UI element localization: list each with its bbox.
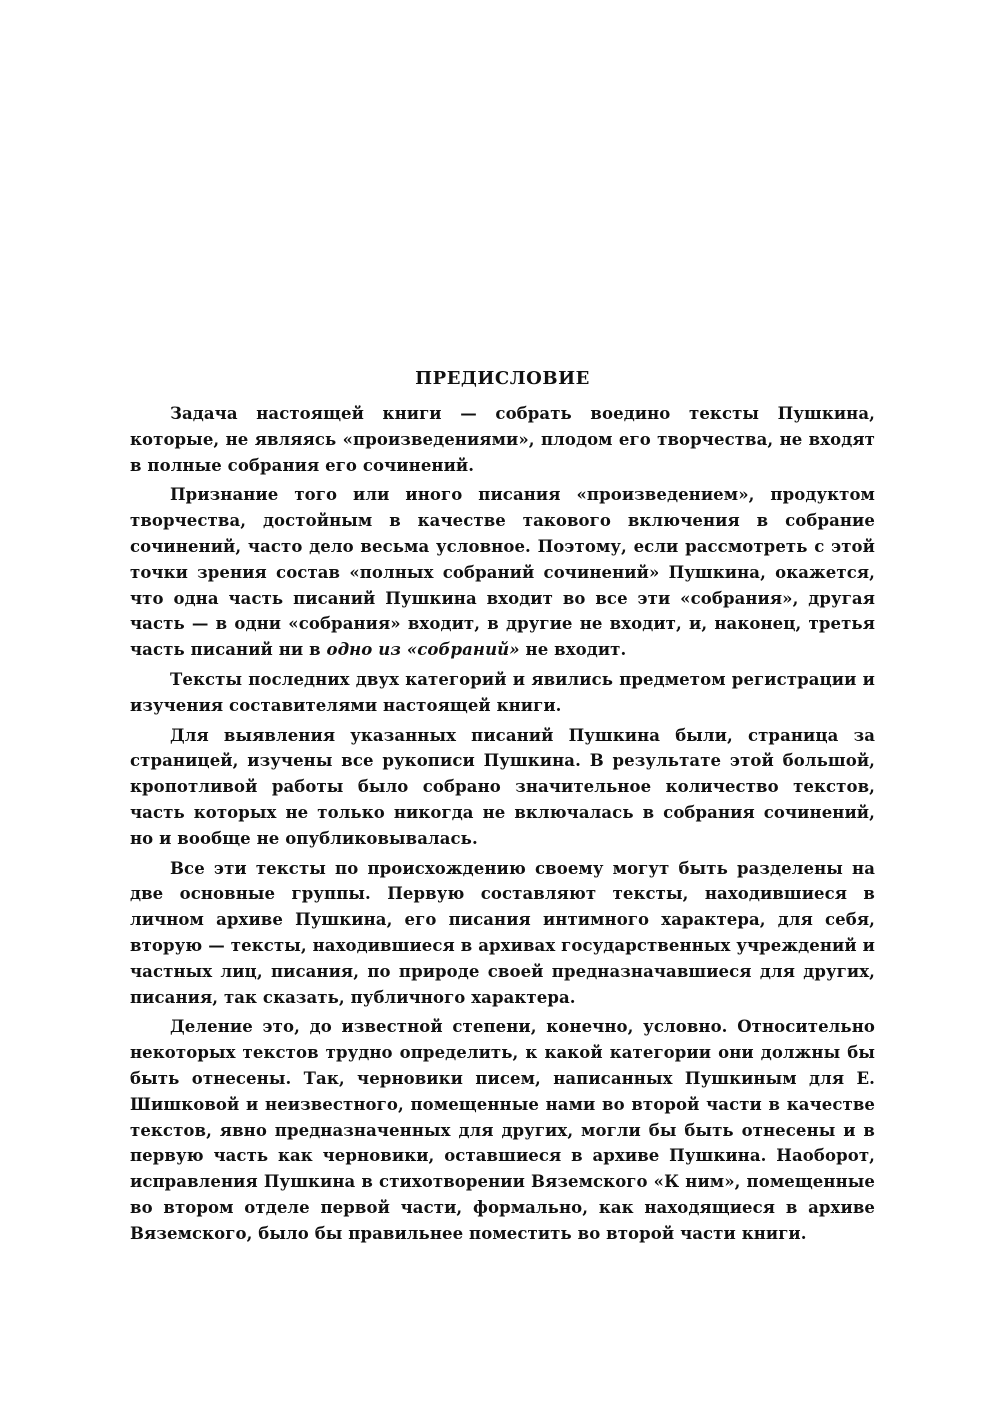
paragraph-2-text: Признание того или иного писания «произведением», продуктом творчества, достойным в качестве такового включения в собрание сочинений, часто дело весьма условное. Поэтому, если рассмотреть с этой точки зрения состав «полных собраний сочинений» Пушкина, окажется, что одна часть писаний Пушкина входит во все эти «собрания», другая часть — в одни «собрания» входит, в другие не входит, и, наконец, третья часть писаний ни в [130, 485, 875, 660]
paragraph-4: Для выявления указанных писаний Пушкина были, страница за страницей, изучены все рукописи Пушкина. В результате этой большой, кропотливой работы было собрано значительное количество текстов, часть которых не только никогда не включалась в собрания сочинений, но и вообще не опубликовывалась. [130, 725, 875, 848]
document-page [130, 368, 875, 1251]
paragraph-6: Деление это, до известной степени, конечно, условно. Относительно некоторых текстов трудно определить, к какой категории они должны бы быть отнесены. Так, черновики писем, написанных Пушкиным для Е. Шишковой и неизвестного, помещенные нами во второй части в качестве текстов, явно предназначенных для других, могли бы быть отнесены и в первую часть как черновики, оставшиеся в архиве Пушкина. Наоборот, исправления Пушкина в стихотворении Вяземского «К ним», помещенные во втором отделе первой части, формально, как находящиеся в архиве Вяземского, было бы правильнее поместить во второй части книги. [130, 1017, 875, 1243]
paragraph-5: Все эти тексты по происхождению своему могут быть разделены на две основные группы. Первую составляют тексты, находившиеся в личном архиве Пушкина, его писания интимного характера, для себя, вторую — тексты, находившиеся в архивах государственных учреждений и частных лиц, писания, по природе своей предназначавшиеся для других, писания, так сказать, публичного характера. [130, 858, 875, 1007]
paragraph-2-italic: одно из «собраний» [326, 640, 520, 660]
paragraph-2 [130, 482, 875, 663]
paragraph-3: Тексты последних двух категорий и явились предметом регистрации и изучения составителями настоящей книги. [130, 669, 875, 715]
page-title: ПРЕДИСЛОВИЕ [415, 368, 590, 389]
paragraph-2-tail: не входит. [519, 640, 627, 660]
paragraph-1: Задача настоящей книги — собрать воедино тексты Пушкина, которые, не являясь «произведениями», плодом его творчества, не входят в полные собрания его сочинений. [130, 404, 875, 475]
